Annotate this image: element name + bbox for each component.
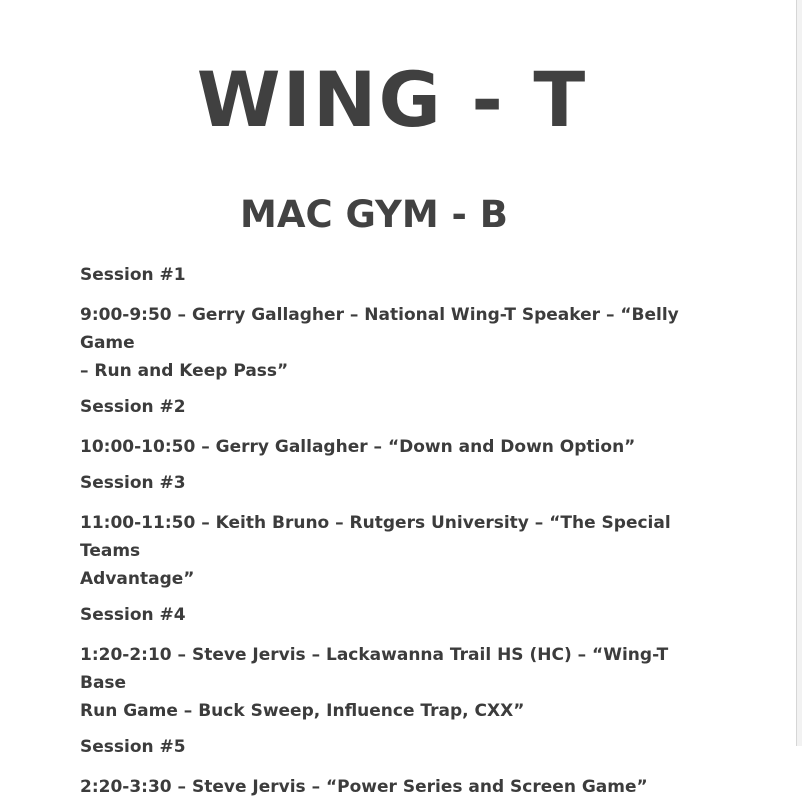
session-list (80, 263, 720, 811)
session-description-line: – Run and Keep Pass” (80, 361, 289, 381)
session-description (80, 509, 720, 603)
page-title: WING - T (196, 55, 588, 144)
session-label: Session #3 (80, 473, 186, 493)
session-description (80, 433, 720, 471)
page-edge (797, 0, 802, 746)
session-label: Session #2 (80, 397, 186, 417)
session-description-line: 1:20-2:10 – Steve Jervis – Lackawanna Trail HS (HC) – “Wing-T Base (80, 645, 669, 693)
page-subtitle: MAC GYM - B (240, 193, 508, 236)
session-description-line: 9:00-9:50 – Gerry Gallagher – National Wing-T Speaker – “Belly Game (80, 305, 679, 353)
session-description (80, 773, 720, 811)
session-1 (80, 263, 720, 395)
session-description-line: Advantage” (80, 569, 195, 589)
session-label: Session #1 (80, 265, 186, 285)
session-4 (80, 603, 720, 735)
session-description-line: 2:20-3:30 – Steve Jervis – “Power Series and Screen Game” (80, 777, 648, 797)
session-label: Session #5 (80, 737, 186, 757)
session-3 (80, 471, 720, 603)
session-description (80, 641, 720, 735)
session-5 (80, 735, 720, 811)
session-description (80, 301, 720, 395)
session-description-line: Run Game – Buck Sweep, Influence Trap, CXX” (80, 701, 525, 721)
session-2 (80, 395, 720, 471)
session-description-line: 10:00-10:50 – Gerry Gallagher – “Down and Down Option” (80, 437, 636, 457)
session-label: Session #4 (80, 605, 186, 625)
session-description-line: 11:00-11:50 – Keith Bruno – Rutgers University – “The Special Teams (80, 513, 671, 561)
